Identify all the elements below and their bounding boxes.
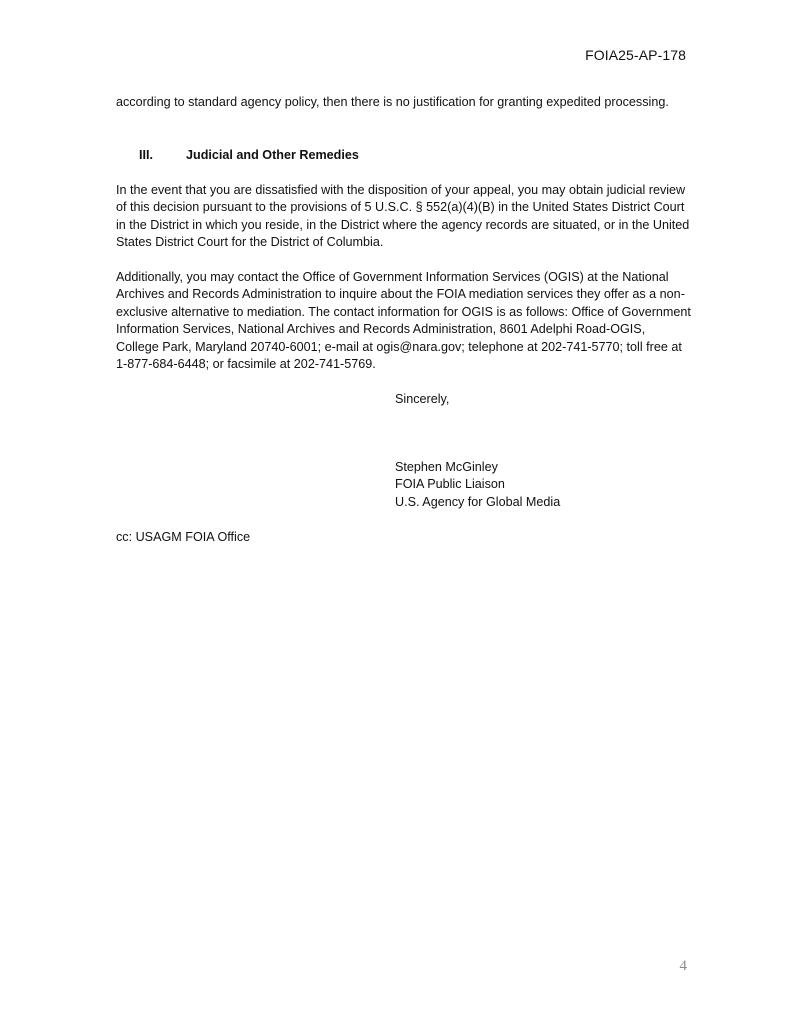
closing-salutation: Sincerely, [395,392,450,406]
signer-title: FOIA Public Liaison [395,477,505,492]
signer-organization: U.S. Agency for Global Media [395,494,561,509]
paragraph-expedited-processing: according to standard agency policy, then there is no justification for granting expedited processing. [116,95,669,109]
paragraph-ogis-contact: Additionally, you may contact the Office of Government Information Services (OGIS) at the National Archives and Records Administration to inquire about the FOIA mediation services they offer as a non-exclusive alternative to mediation. The contact information for OGIS is as follows: Office of Government Information Services, National Archives and Records Administration, 8601 Adelphi Road-OGIS, College Park, Maryland 20740-6001; e-mail at ogis@nara.gov; telephone at 202-741-5770; toll free at 1-877-684-6448; or facsimile at 202-741-5769. [116,270,691,372]
section-number: III. [139,148,153,162]
paragraph-judicial-review: In the event that you are dissatisfied with the disposition of your appeal, you may obtain judicial review of this decision pursuant to the provisions of 5 U.S.C. § 552(a)(4)(B) in the United States District Court in the District in which you reside, in the District where the agency records are situated, or in the United States District Court for the District of Columbia. [116,183,690,250]
cc-line: cc: USAGM FOIA Office [116,530,251,544]
page-number: 4 [679,958,687,974]
section-heading [139,147,359,164]
signature-block [395,459,560,511]
section-title: Judicial and Other Remedies [186,148,359,162]
document-id: FOIA25-AP-178 [585,47,686,63]
signer-name: Stephen McGinley [395,460,498,474]
